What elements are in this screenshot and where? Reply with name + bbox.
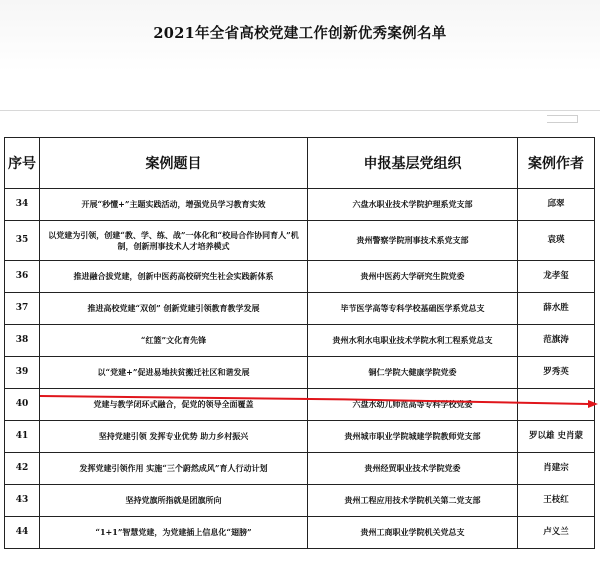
row-author: 邱翠 <box>518 189 595 221</box>
row-case-title: 坚持党建引领 发挥专业优势 助力乡村振兴 <box>40 421 308 453</box>
row-author: 范旗涛 <box>518 325 595 357</box>
row-organization: 六盘水职业技术学院护理系党支部 <box>308 189 518 221</box>
row-organization: 贵州城市职业学院城建学院教师党支部 <box>308 421 518 453</box>
header-number: 序号 <box>5 138 40 189</box>
row-number: 37 <box>5 293 40 325</box>
row-case-title: 开展“秒懂+”主题实践活动，增强党员学习教育实效 <box>40 189 308 221</box>
table-row <box>5 421 595 453</box>
table-row <box>5 189 595 221</box>
row-case-title: 发挥党建引领作用 实施“三个蔚然成风”育人行动计划 <box>40 453 308 485</box>
row-organization: 贵州中医药大学研究生院党委 <box>308 261 518 293</box>
row-author: 肖建宗 <box>518 453 595 485</box>
row-case-title: 以“党建+”促进易地扶贫搬迁社区和谐发展 <box>40 357 308 389</box>
row-author: —— <box>518 389 595 421</box>
row-case-title: 推进高校党建“双创” 创新党建引领教育教学发展 <box>40 293 308 325</box>
row-author: 罗以雄 史肖蒙 <box>518 421 595 453</box>
table-row <box>5 357 595 389</box>
table-row <box>5 517 595 549</box>
document-title: 2021年全省高校党建工作创新优秀案例名单 <box>153 25 447 42</box>
table-row <box>5 453 595 485</box>
row-number: 44 <box>5 517 40 549</box>
table-row <box>5 261 595 293</box>
row-organization: 毕节医学高等专科学校基础医学系党总支 <box>308 293 518 325</box>
row-number: 38 <box>5 325 40 357</box>
table-row <box>5 485 595 517</box>
case-list-table <box>4 137 595 549</box>
row-author: 卢义兰 <box>518 517 595 549</box>
row-author: 袁瑛 <box>518 221 595 261</box>
row-author: 王枝红 <box>518 485 595 517</box>
row-case-title: 推进融合拔党建，创新中医药高校研究生社会实践新体系 <box>40 261 308 293</box>
row-case-title: 以党建为引领，创建“教、学、练、战”一体化和“校局合作协同育人”机制，创新刑事技术人才培养模式 <box>40 221 308 261</box>
row-number: 36 <box>5 261 40 293</box>
row-organization: 六盘水幼儿师范高等专科学校党委 <box>308 389 518 421</box>
table-row <box>5 325 595 357</box>
header-author: 案例作者 <box>518 138 595 189</box>
header-organization: 申报基层党组织 <box>308 138 518 189</box>
row-organization: 贵州经贸职业技术学院党委 <box>308 453 518 485</box>
row-number: 42 <box>5 453 40 485</box>
row-case-title: “红篮”文化育先锋 <box>40 325 308 357</box>
row-author: 薛水胜 <box>518 293 595 325</box>
row-author: 罗秀英 <box>518 357 595 389</box>
row-author: 龙孝玺 <box>518 261 595 293</box>
table-header-row <box>5 138 595 189</box>
row-organization: 贵州警察学院刑事技术系党支部 <box>308 221 518 261</box>
row-number: 35 <box>5 221 40 261</box>
table-row <box>5 389 595 421</box>
row-number: 43 <box>5 485 40 517</box>
row-number: 34 <box>5 189 40 221</box>
row-organization: 铜仁学院大健康学院党委 <box>308 357 518 389</box>
row-organization: 贵州水利水电职业技术学院水利工程系党总支 <box>308 325 518 357</box>
row-number: 41 <box>5 421 40 453</box>
row-number: 39 <box>5 357 40 389</box>
table-row <box>5 221 595 261</box>
scan-frame-edge <box>0 110 600 113</box>
row-organization: 贵州工商职业学院机关党总支 <box>308 517 518 549</box>
header-case-title: 案例题目 <box>40 138 308 189</box>
row-case-title: “1+1”智慧党建，为党建插上信息化“翅膀” <box>40 517 308 549</box>
table-row <box>5 293 595 325</box>
row-case-title: 坚持党旗所指就是团旗所向 <box>40 485 308 517</box>
row-organization: 贵州工程应用技术学院机关第二党支部 <box>308 485 518 517</box>
row-number: 40 <box>5 389 40 421</box>
row-case-title: 党建与教学闭环式融合，促党的领导全面覆盖 <box>40 389 308 421</box>
